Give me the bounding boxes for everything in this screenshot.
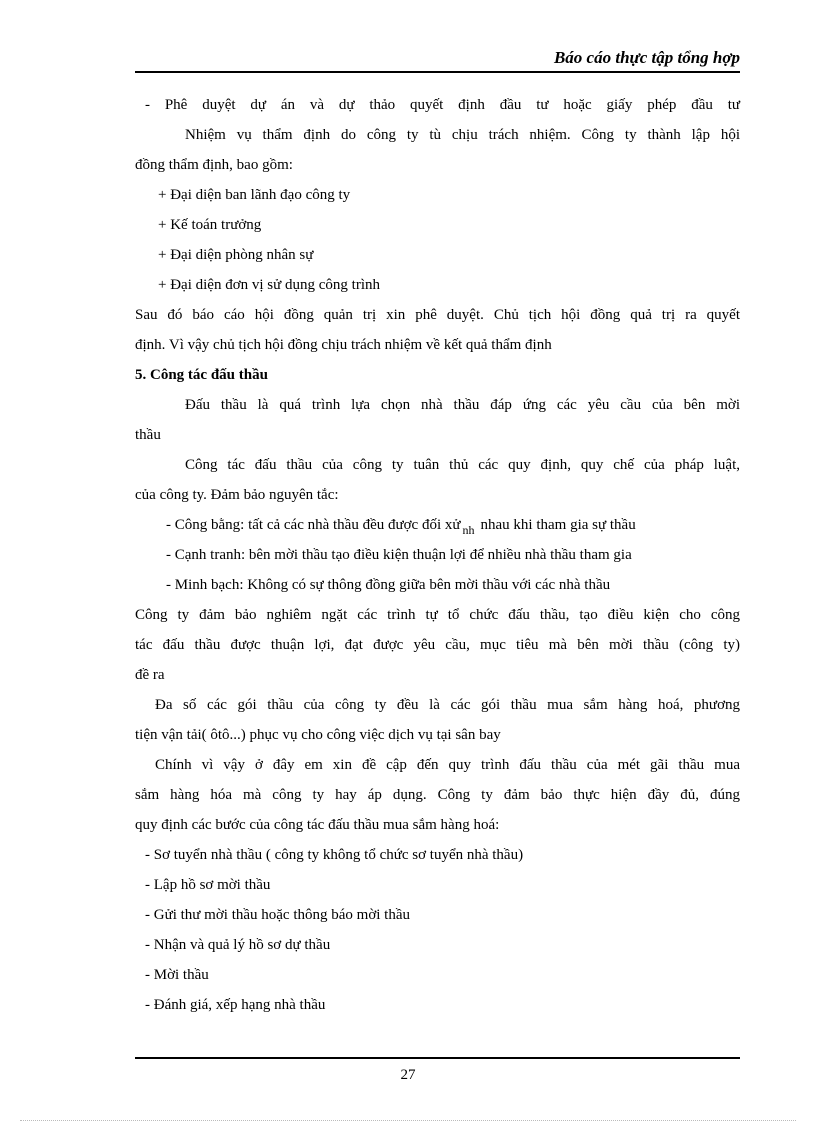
step-item: - Lập hồ sơ mời thầu xyxy=(145,877,271,893)
page-bottom-border xyxy=(20,1120,796,1121)
step-item: - Sơ tuyển nhà thầu ( công ty không tổ chức sơ tuyển nhà thầu) xyxy=(145,847,524,863)
text-line: định. Vì vậy chủ tịch hội đồng chịu trách nhiệm về kết quả thẩm định xyxy=(135,337,552,353)
step-item: - Nhận và quả lý hồ sơ dự thầu xyxy=(145,937,331,953)
text-line: Đấu thầu là quá trình lựa chọn nhà thầu đáp ứng các yêu cầu của bên mời xyxy=(185,397,740,413)
text-line: Đa số các gói thầu của công ty đều là các gói thầu mua sắm hàng hoá, phương xyxy=(155,697,740,713)
principle-line xyxy=(166,516,636,537)
text-line: tác đấu thầu được thuận lợi, đạt được yêu cầu, mục tiêu mà bên mời thầu (công ty) xyxy=(135,637,740,653)
text-line: - Phê duyệt dự án và dự thảo quyết định đầu tư hoặc giấy phép đầu tư xyxy=(145,97,740,113)
principle-line: - Minh bạch: Không có sự thông đồng giữa bên mời thầu với các nhà thầu xyxy=(166,577,611,593)
principle-text-end: nhau khi tham gia sự thầu xyxy=(480,517,636,533)
page-number: 27 xyxy=(400,1067,416,1083)
step-item: - Mời thầu xyxy=(145,967,209,983)
header-title: Báo cáo thực tập tổng hợp xyxy=(553,48,740,67)
list-item: + Đại diện đơn vị sử dụng công trình xyxy=(158,277,380,293)
text-line: thầu xyxy=(135,427,161,443)
list-item: + Đại diện ban lãnh đạo công ty xyxy=(158,187,351,203)
text-line: đồng thẩm định, bao gồm: xyxy=(135,157,293,173)
principle-text: - Công bằng: tất cả các nhà thầu đều được đối xử xyxy=(166,517,461,533)
text-line: quy định các bước của công tác đấu thầu mua sắm hàng hoá: xyxy=(135,817,500,833)
inline-subscript: nh xyxy=(462,523,475,537)
step-item: - Gửi thư mời thầu hoặc thông báo mời thầu xyxy=(145,907,410,923)
text-line: Công tác đấu thầu của công ty tuân thủ các quy định, quy chế của pháp luật, xyxy=(185,457,740,473)
text-line: Công ty đảm bảo nghiêm ngặt các trình tự tổ chức đấu thầu, tạo điều kiện cho công xyxy=(135,607,740,623)
text-line: sắm hàng hóa mà công ty hay áp dụng. Công ty đảm bảo thực hiện đầy đủ, đúng xyxy=(135,787,740,803)
principle-line: - Cạnh tranh: bên mời thầu tạo điều kiện thuận lợi để nhiều nhà thầu tham gia xyxy=(166,547,632,563)
text-line: Chính vì vậy ở đây em xin đề cập đến quy trình đấu thầu của mét gãi thầu mua xyxy=(155,757,740,773)
text-line: Sau đó báo cáo hội đồng quản trị xin phê duyệt. Chủ tịch hội đồng quả trị ra quyết xyxy=(135,307,740,323)
text-line: đề ra xyxy=(135,667,165,683)
text-line: tiện vận tải( ôtô...) phục vụ cho công việc dịch vụ tại sân bay xyxy=(135,727,501,743)
list-item: + Kế toán trưởng xyxy=(158,217,262,233)
section-heading: 5. Công tác đấu thầu xyxy=(135,367,268,383)
header-rule xyxy=(135,71,740,73)
list-item: + Đại diện phòng nhân sự xyxy=(158,247,314,263)
text-line: Nhiệm vụ thẩm định do công ty tù chịu trách nhiệm. Công ty thành lập hội xyxy=(185,127,740,143)
step-item: - Đánh giá, xếp hạng nhà thầu xyxy=(145,997,326,1013)
text-line: của công ty. Đảm bảo nguyên tắc: xyxy=(135,487,339,503)
footer-rule xyxy=(135,1057,740,1059)
